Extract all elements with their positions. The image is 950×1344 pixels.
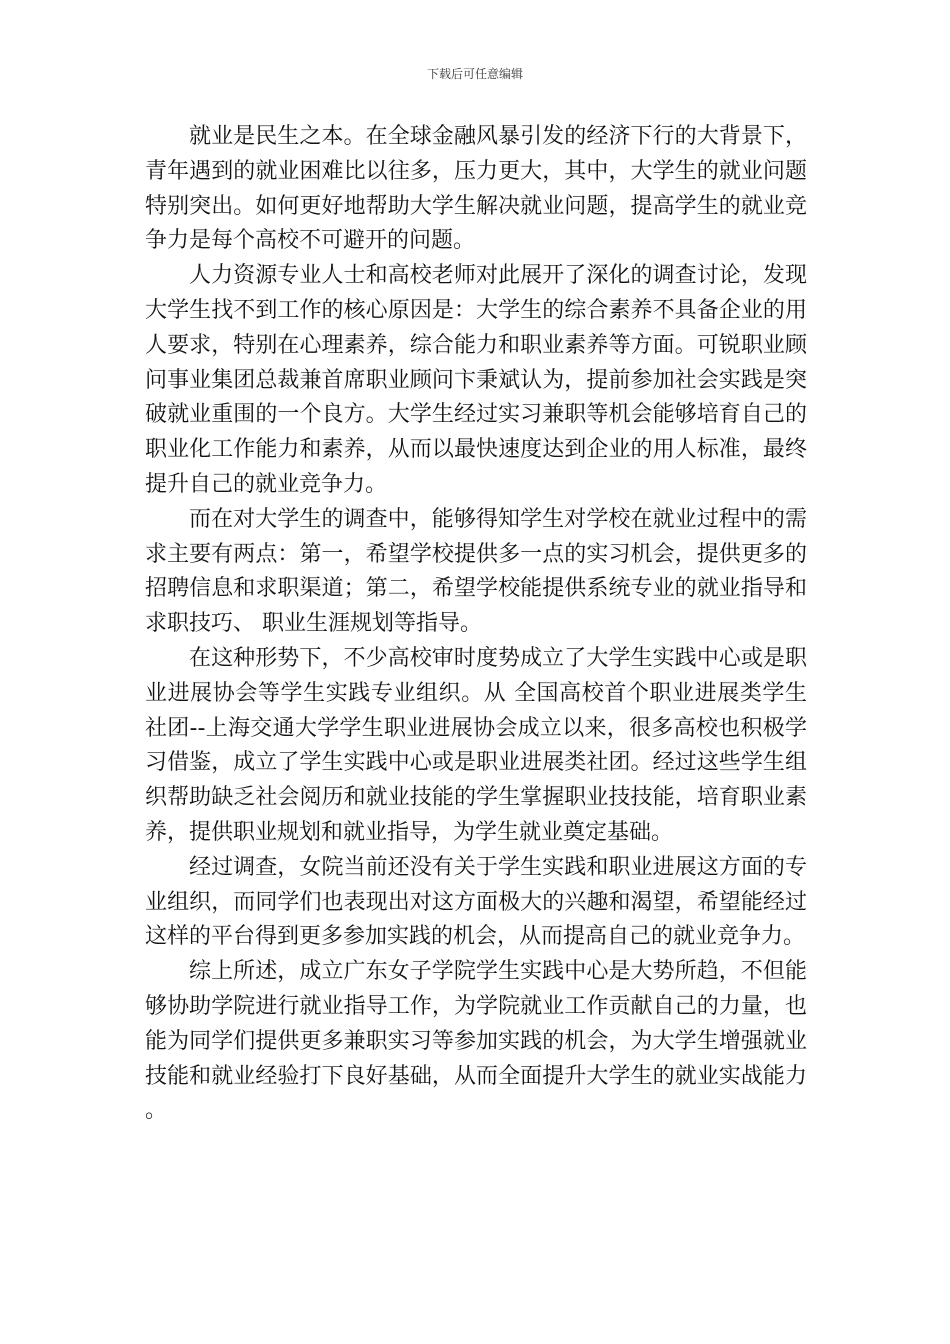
document-body bbox=[145, 120, 807, 1129]
paragraph-2: 人力资源专业人士和高校老师对此展开了深化的调查讨论，发现大学生找不到工作的核心原因是：大学生的综合素养不具备企业的用人要求，特别在心理素养，综合能力和职业素养等方面。可锐职业顾问事业集团总裁兼首席职业顾问卞秉斌认为，提前参加社会实践是突破就业重围的一个良方。大学生经过实习兼职等机会能够培育自己的职业化工作能力和素养，从而以最快速度达到企业的用人标准，最终提升自己的就业竞争力。 bbox=[145, 263, 807, 497]
paragraph-4: 在这种形势下，不少高校审时度势成立了大学生实践中心或是职业进展协会等学生实践专业组织。从 全国高校首个职业进展类学生社团--上海交通大学学生职业进展协会成立以来，很多高校也积极学习借鉴，成立了学生实践中心或是职业进展类社团。经过这些学生组织帮助缺乏社会阅历和就业技能的学生掌握职业技技能，培育职业素养，提供职业规划和就业指导，为学生就业奠定基础。 bbox=[145, 645, 807, 845]
header-note: 下载后可任意编辑 bbox=[426, 67, 523, 81]
paragraph-6: 综上所述，成立广东女子学院学生实践中心是大势所趋，不但能够协助学院进行就业指导工作，为学院就业工作贡献自己的力量，也能为同学们提供更多兼职实习等参加实践的机会，为大学生增强就业技能和就业经验打下良好基础，从而全面提升大学生的就业实战能力。 bbox=[145, 959, 807, 1124]
paragraph-3: 而在对大学生的调查中，能够得知学生对学校在就业过程中的需求主要有两点：第一，希望学校提供多一点的实习机会，提供更多的招聘信息和求职渠道；第二，希望学校能提供系统专业的就业指导和求职技巧、 职业生涯规划等指导。 bbox=[145, 506, 807, 637]
paragraph-5: 经过调查，女院当前还没有关于学生实践和职业进展这方面的专业组织，而同学们也表现出对这方面极大的兴趣和渴望，希望能经过这样的平台得到更多参加实践的机会，从而提高自己的就业竞争力。 bbox=[145, 854, 807, 950]
paragraph-1: 就业是民生之本。在全球金融风暴引发的经济下行的大背景下，青年遇到的就业困难比以往多，压力更大，其中，大学生的就业问题特别突出。如何更好地帮助大学生解决就业问题，提高学生的就业竞争力是每个高校不可避开的问题。 bbox=[145, 124, 807, 254]
